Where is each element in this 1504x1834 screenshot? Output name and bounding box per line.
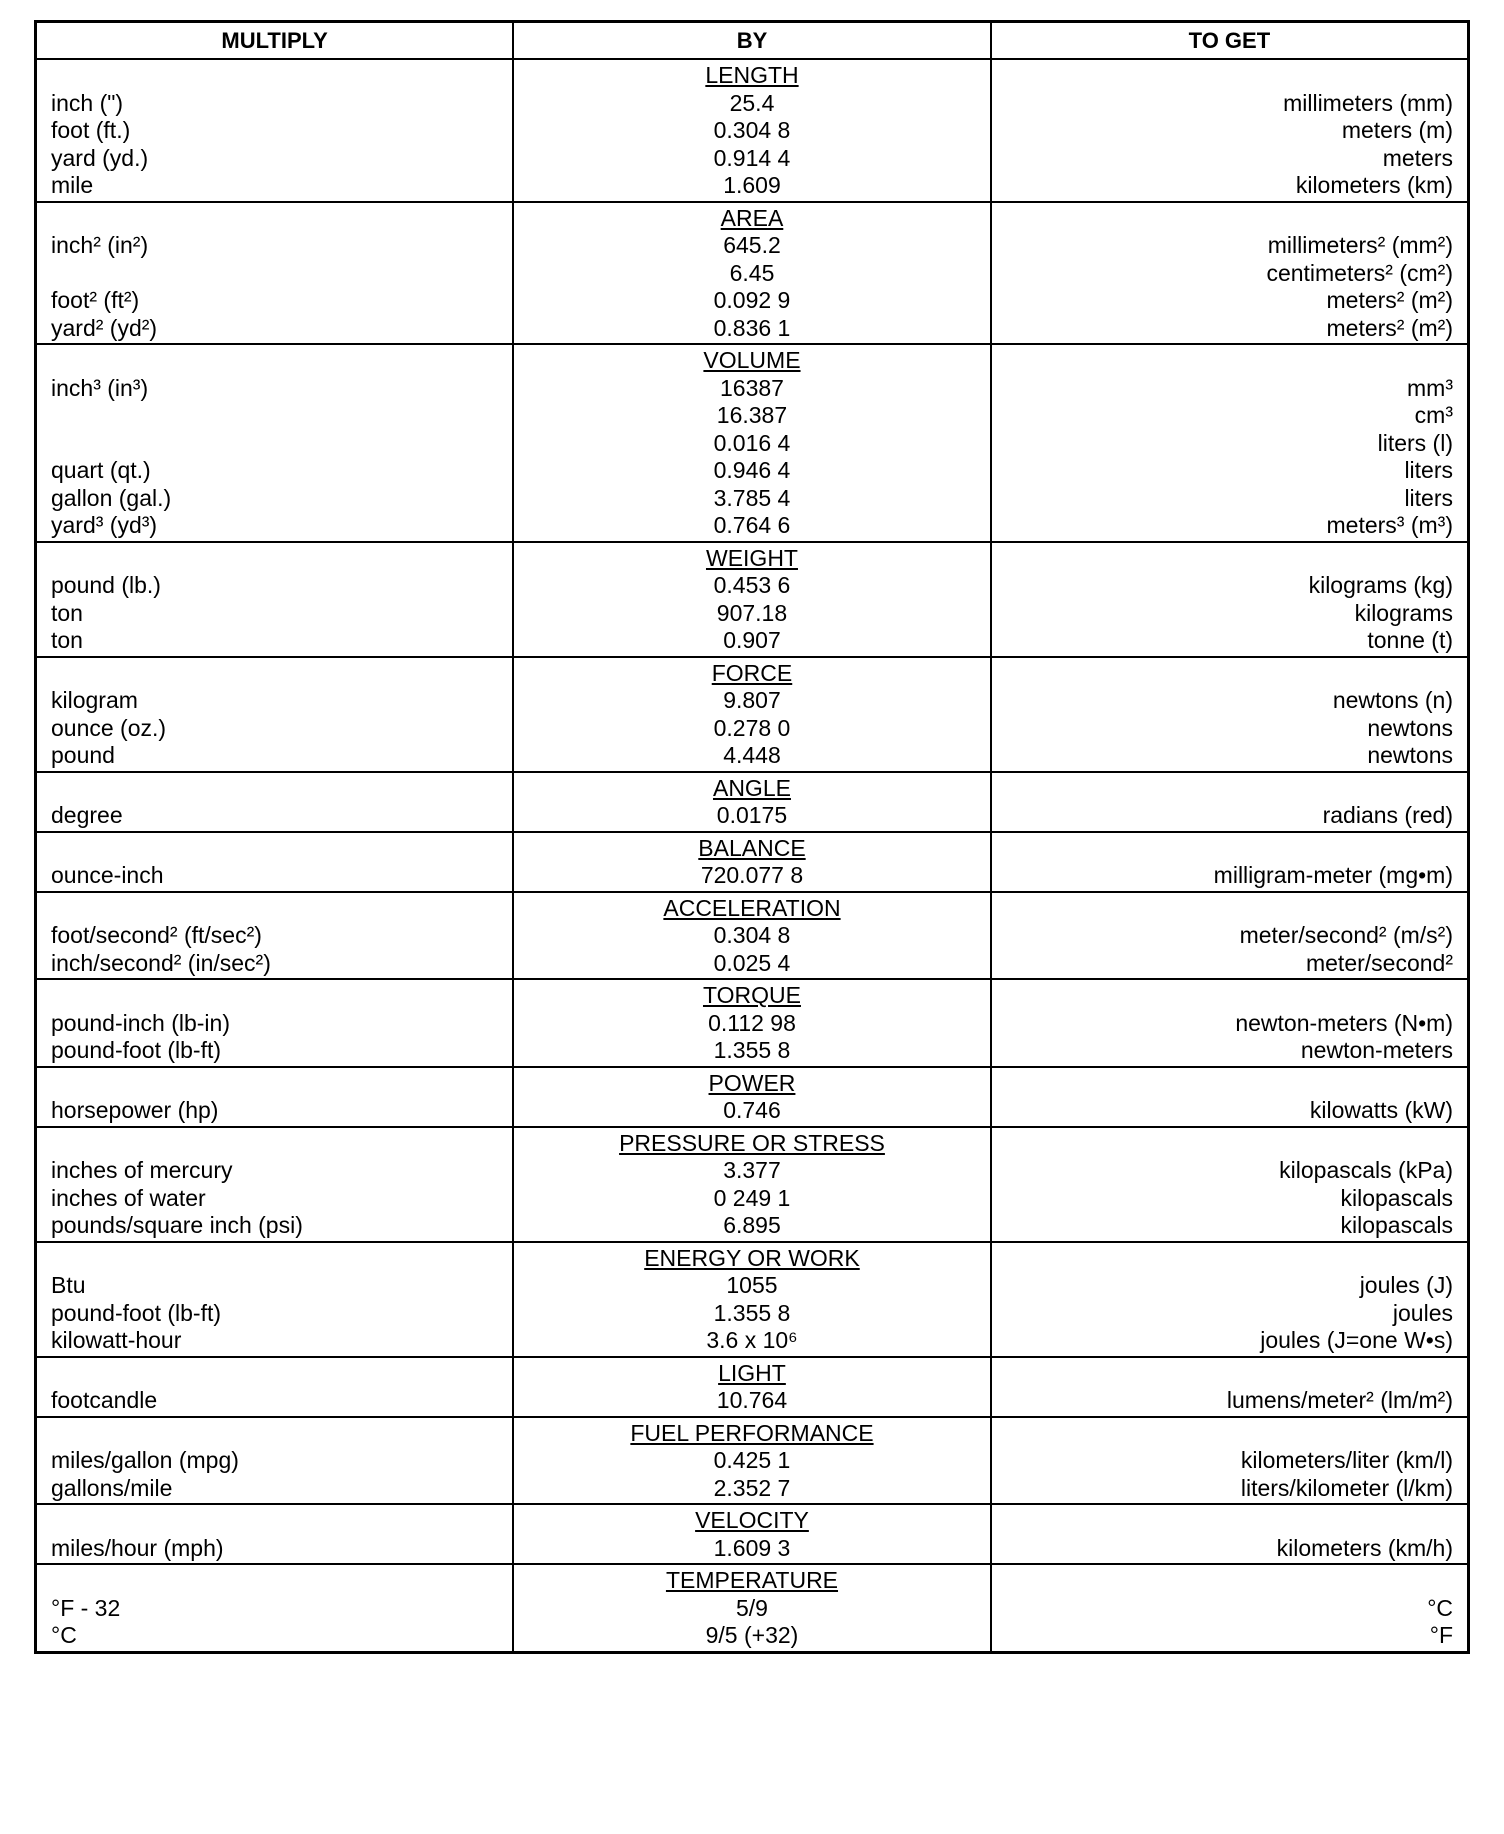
conversion-factor: 1.609 3 [713,1534,791,1561]
unit-from: kilowatt-hour [51,1327,182,1353]
conversion-factor: 907.18 [716,599,788,626]
conversion-factor: 1.609 [723,172,781,198]
unit-to: liters (l) [1377,429,1453,456]
unit-to: meter/second² [1305,949,1453,976]
spacer [992,835,1453,863]
to-get-cell [991,1242,1469,1357]
category-heading: TEMPERATURE [665,1567,839,1593]
to-get-cell [991,1357,1469,1417]
to-get-cell [991,1127,1469,1242]
unit-to: joules [1392,1299,1453,1326]
spacer [51,1507,512,1535]
section-torque [36,979,1469,1067]
unit-from: inch³ (in³) [51,374,149,401]
header-row [36,22,1469,60]
to-get-cell [991,344,1469,542]
conversion-factor: 3.6 x 10⁶ [706,1327,798,1353]
unit-from: gallon (gal.) [51,484,172,511]
section-area [36,202,1469,345]
conversion-factor: 0.836 1 [713,314,791,341]
factor-cell [513,657,991,772]
unit-from: Btu [51,1272,86,1298]
conversion-factor: 1.355 8 [713,1299,791,1326]
conversion-factor: 0.946 4 [713,457,791,483]
category-heading: ANGLE [712,774,791,801]
section-power [36,1067,1469,1127]
section-light [36,1357,1469,1417]
unit-from: inch/second² (in/sec²) [51,949,271,976]
spacer [51,660,512,688]
multiply-cell [36,1564,514,1652]
unit-to: mm³ [1407,374,1453,401]
conversion-factor: 0.304 8 [713,922,791,948]
to-get-cell [991,1067,1469,1127]
multiply-cell [36,772,514,832]
unit-to: joules (J) [1359,1272,1453,1298]
category-heading: LENGTH [705,62,799,88]
spacer [992,1070,1453,1098]
spacer [992,1245,1453,1273]
conversion-factor: 10.764 [716,1387,788,1413]
multiply-cell [36,979,514,1067]
category-heading: PRESSURE OR STRESS [619,1129,885,1156]
factor-cell [513,344,991,542]
header-by: BY [513,22,991,60]
section-balance [36,832,1469,892]
unit-from: pound-inch (lb-in) [51,1009,230,1036]
unit-to: liters/kilometer (l/km) [1240,1474,1453,1501]
unit-to: kilograms (kg) [1308,572,1453,598]
unit-from: pound-foot (lb-ft) [51,1299,222,1326]
unit-from: ton [51,627,83,653]
category-heading: VOLUME [703,347,801,373]
unit-to: °C [1427,1594,1453,1621]
conversion-table [34,20,1470,1654]
spacer [51,1130,512,1158]
factor-cell [513,1242,991,1357]
unit-from: quart (qt.) [51,457,151,483]
category-heading: FUEL PERFORMANCE [630,1419,874,1446]
section-fuel-performance [36,1417,1469,1505]
spacer [992,982,1453,1010]
spacer [51,835,512,863]
unit-from: pound [51,742,115,768]
spacer [51,775,512,803]
unit-from: ounce-inch [51,862,164,888]
multiply-cell [36,1417,514,1505]
unit-from: inch² (in²) [51,232,149,258]
multiply-cell [36,657,514,772]
multiply-cell [36,892,514,980]
category-heading: VELOCITY [695,1507,809,1533]
section-weight [36,542,1469,657]
unit-from: footcandle [51,1387,158,1413]
to-get-cell [991,1564,1469,1652]
multiply-cell [36,1127,514,1242]
unit-from: yard³ (yd³) [51,512,158,538]
multiply-cell [36,542,514,657]
spacer [992,660,1453,688]
multiply-cell [36,59,514,202]
unit-to: kilowatts (kW) [1309,1097,1453,1123]
unit-from: ton [51,599,83,626]
conversion-factor: 6.895 [723,1212,781,1238]
unit-from [51,402,512,430]
conversion-factor: 645.2 [723,232,781,258]
section-volume [36,344,1469,542]
conversion-factor: 0.112 98 [708,1009,796,1036]
multiply-cell [36,832,514,892]
factor-cell [513,1067,991,1127]
unit-from: inch (") [51,89,124,116]
conversion-factor: 0.746 [723,1097,781,1123]
header-to-get: TO GET [991,22,1469,60]
category-heading: POWER [708,1069,796,1096]
unit-from: miles/gallon (mpg) [51,1447,239,1473]
unit-to: kilometers (km) [1295,172,1453,198]
spacer [992,775,1453,803]
unit-to: meters (m) [1341,117,1453,143]
conversion-factor: 5/9 [735,1594,768,1621]
unit-to: kilograms [1354,599,1453,626]
conversion-factor: 0.278 0 [713,714,791,741]
conversion-factor: 16.387 [716,402,788,428]
category-heading: BALANCE [698,834,806,861]
conversion-factor: 0.907 [723,627,781,653]
category-heading: FORCE [711,659,793,686]
unit-to: meters³ (m³) [1326,512,1453,538]
factor-cell [513,832,991,892]
spacer [51,982,512,1010]
section-temperature [36,1564,1469,1652]
to-get-cell [991,892,1469,980]
unit-to: joules (J=one W•s) [1260,1327,1453,1353]
multiply-cell [36,1357,514,1417]
unit-from [51,430,512,458]
category-heading: AREA [720,204,784,231]
unit-to: millimeters² (mm²) [1267,232,1453,258]
spacer [992,205,1453,233]
factor-cell [513,202,991,345]
unit-to: centimeters² (cm²) [1266,259,1453,286]
unit-to: kilopascals [1340,1184,1453,1211]
category-heading: WEIGHT [705,544,798,571]
unit-to: milligram-meter (mg•m) [1213,862,1453,888]
section-angle [36,772,1469,832]
multiply-cell [36,344,514,542]
unit-to: newton-meters [1300,1037,1453,1063]
conversion-factor: 0.304 8 [713,117,791,143]
spacer [51,62,512,90]
unit-to: newtons [1367,714,1453,741]
spacer [992,1507,1453,1535]
spacer [51,1567,512,1595]
unit-from: inches of mercury [51,1157,233,1183]
unit-from: pounds/square inch (psi) [51,1212,303,1238]
unit-to: millimeters (mm) [1283,89,1453,116]
spacer [51,1360,512,1388]
factor-cell [513,892,991,980]
unit-from: ounce (oz.) [51,714,167,741]
factor-cell [513,772,991,832]
section-length [36,59,1469,202]
multiply-cell [36,1504,514,1564]
category-heading: ACCELERATION [663,894,841,921]
unit-from: foot (ft.) [51,117,131,143]
factor-cell [513,1504,991,1564]
unit-from: horsepower (hp) [51,1097,219,1123]
unit-to: liters [1404,457,1453,483]
conversion-factor: 16387 [720,374,784,401]
to-get-cell [991,1504,1469,1564]
factor-cell [513,979,991,1067]
conversion-factor: 0.764 6 [713,512,791,538]
unit-from: foot² (ft²) [51,287,140,313]
conversion-factor: 9/5 (+32) [705,1622,799,1648]
spacer [992,545,1453,573]
factor-cell [513,1357,991,1417]
category-heading: TORQUE [702,982,801,1008]
conversion-factor: 3.377 [723,1157,781,1183]
conversion-factor: 25.4 [729,89,775,116]
spacer [51,205,512,233]
conversion-factor: 0.425 1 [713,1447,791,1473]
unit-to: meters² (m²) [1326,314,1453,341]
section-velocity [36,1504,1469,1564]
conversion-factor: 1055 [726,1272,778,1298]
conversion-factor: 0.914 4 [713,144,791,171]
section-energy-or-work [36,1242,1469,1357]
conversion-factor: 0.092 9 [713,287,791,313]
to-get-cell [991,657,1469,772]
unit-from: inches of water [51,1184,206,1211]
factor-cell [513,542,991,657]
conversion-factor: 4.448 [723,742,781,768]
spacer [992,1567,1453,1595]
unit-from: °F - 32 [51,1594,121,1621]
conversion-factor: 0.453 6 [713,572,791,598]
section-acceleration [36,892,1469,980]
conversion-factor: 0.016 4 [713,429,791,456]
conversion-factor: 6.45 [729,259,775,286]
to-get-cell [991,202,1469,345]
unit-to: tonne (t) [1367,627,1453,653]
unit-from: foot/second² (ft/sec²) [51,922,262,948]
unit-from: gallons/mile [51,1474,173,1501]
unit-to: °F [1429,1622,1453,1648]
spacer [992,1420,1453,1448]
to-get-cell [991,772,1469,832]
to-get-cell [991,542,1469,657]
conversion-factor: 0.025 4 [713,949,791,976]
to-get-cell [991,59,1469,202]
conversion-body [36,59,1469,1652]
factor-cell [513,1127,991,1242]
multiply-cell [36,202,514,345]
multiply-cell [36,1242,514,1357]
unit-from: pound (lb.) [51,572,161,598]
section-force [36,657,1469,772]
factor-cell [513,1564,991,1652]
conversion-factor: 0 249 1 [713,1184,791,1211]
conversion-factor: 2.352 7 [713,1474,791,1501]
section-pressure-or-stress [36,1127,1469,1242]
unit-to: kilopascals [1340,1212,1453,1238]
unit-to: kilopascals (kPa) [1279,1157,1453,1183]
unit-to: newtons [1367,742,1453,768]
spacer [51,347,512,375]
category-heading: LIGHT [718,1359,786,1386]
unit-to: radians (red) [1322,802,1453,828]
to-get-cell [991,1417,1469,1505]
conversion-factor: 1.355 8 [713,1037,791,1063]
unit-from: pound-foot (lb-ft) [51,1037,222,1063]
unit-to: kilometers/liter (km/l) [1240,1447,1453,1473]
unit-from: °C [51,1622,77,1648]
spacer [51,545,512,573]
unit-from: miles/hour (mph) [51,1534,224,1561]
spacer [992,1360,1453,1388]
spacer [992,62,1453,90]
factor-cell [513,1417,991,1505]
unit-to: liters [1404,484,1453,511]
unit-to: meters² (m²) [1326,287,1453,313]
multiply-cell [36,1067,514,1127]
conversion-factor: 3.785 4 [713,484,791,511]
unit-from: yard² (yd²) [51,314,158,341]
unit-to: cm³ [1414,402,1453,428]
spacer [51,1420,512,1448]
unit-to: meter/second² (m/s²) [1239,922,1453,948]
spacer [992,347,1453,375]
unit-to: newton-meters (N•m) [1235,1009,1453,1036]
spacer [51,1070,512,1098]
unit-from: mile [51,172,94,198]
header-multiply: MULTIPLY [36,22,514,60]
category-heading: ENERGY OR WORK [644,1244,860,1271]
unit-from: kilogram [51,687,138,713]
unit-from: degree [51,802,123,828]
unit-to: newtons (n) [1332,687,1453,713]
conversion-factor: 0.0175 [716,802,788,828]
unit-to: lumens/meter² (lm/m²) [1226,1387,1453,1413]
to-get-cell [991,979,1469,1067]
factor-cell [513,59,991,202]
to-get-cell [991,832,1469,892]
spacer [51,895,512,923]
spacer [992,1130,1453,1158]
unit-from: yard (yd.) [51,144,149,171]
unit-to: kilometers (km/h) [1276,1534,1453,1561]
conversion-factor: 720.077 8 [700,862,804,888]
spacer [992,895,1453,923]
unit-from [51,260,512,288]
unit-to: meters [1382,144,1453,171]
conversion-factor: 9.807 [723,687,781,713]
spacer [51,1245,512,1273]
